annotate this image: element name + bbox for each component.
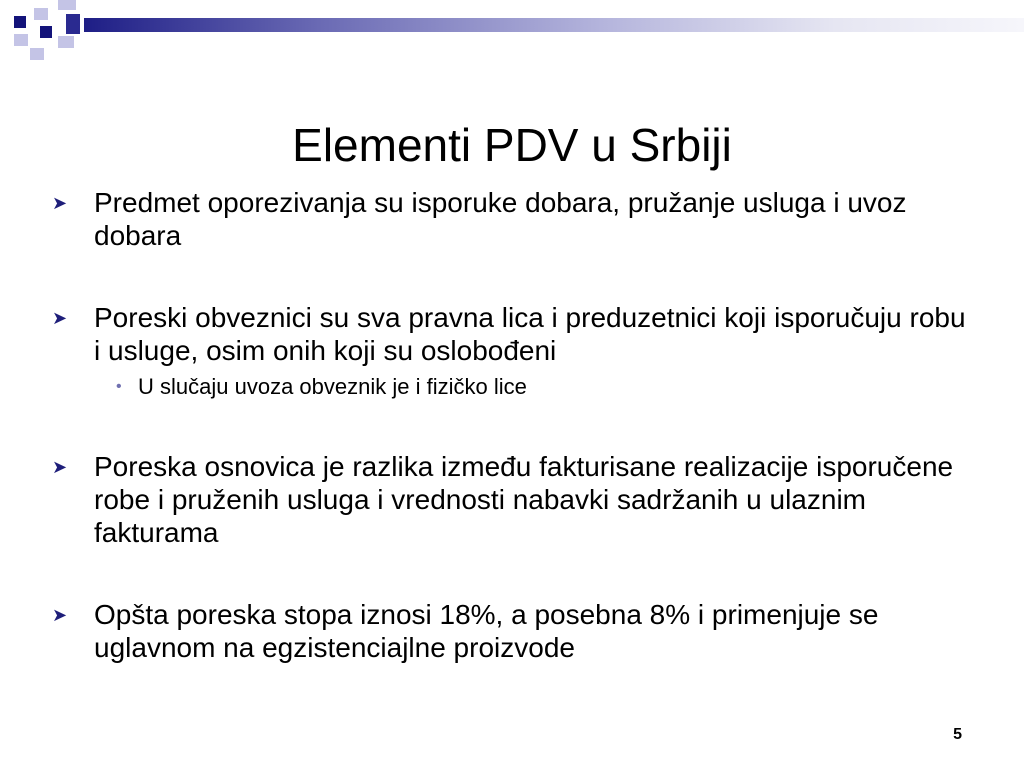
dot-bullet-icon: •	[116, 378, 122, 395]
decor-square	[40, 26, 52, 38]
bullet-text: Opšta poreska stopa iznosi 18%, a posebna 8% i primenjuje se uglavnom na egzistenciajlne proizvode	[94, 599, 879, 663]
bullet-list	[52, 186, 972, 664]
sub-bullet-item	[52, 373, 972, 401]
arrow-bullet-icon: ➤	[52, 605, 68, 625]
bullet-item	[52, 186, 972, 252]
slide-title: Elementi PDV u Srbiji	[292, 118, 732, 171]
bullet-item	[52, 450, 972, 549]
bullet-item	[52, 598, 972, 664]
arrow-bullet-icon: ➤	[52, 457, 68, 477]
bullet-text: Predmet oporezivanja su isporuke dobara, pružanje usluga i uvoz dobara	[94, 187, 907, 251]
header-gradient-bar	[84, 18, 1024, 32]
bullet-item	[52, 301, 972, 367]
bullet-text: Poreski obveznici su sva pravna lica i preduzetnici koji isporučuju robu i usluge, osim onih koji su oslobođeni	[94, 302, 966, 366]
bullet-text: Poreska osnovica je razlika između fakturisane realizacije isporučene robe i pruženih usluga i vrednosti nabavki sadržanih u ulaznim fakturama	[94, 451, 954, 548]
page-number: 5	[953, 726, 962, 743]
arrow-bullet-icon: ➤	[52, 193, 68, 213]
decor-square	[58, 0, 76, 10]
decor-square	[34, 8, 48, 20]
decor-square	[14, 16, 26, 28]
decor-square	[30, 48, 44, 60]
decor-square	[58, 36, 74, 48]
decor-square	[14, 34, 28, 46]
sub-bullet-text: U slučaju uvoza obveznik je i fizičko lice	[138, 374, 527, 399]
arrow-bullet-icon: ➤	[52, 308, 68, 328]
decor-square	[66, 14, 80, 34]
